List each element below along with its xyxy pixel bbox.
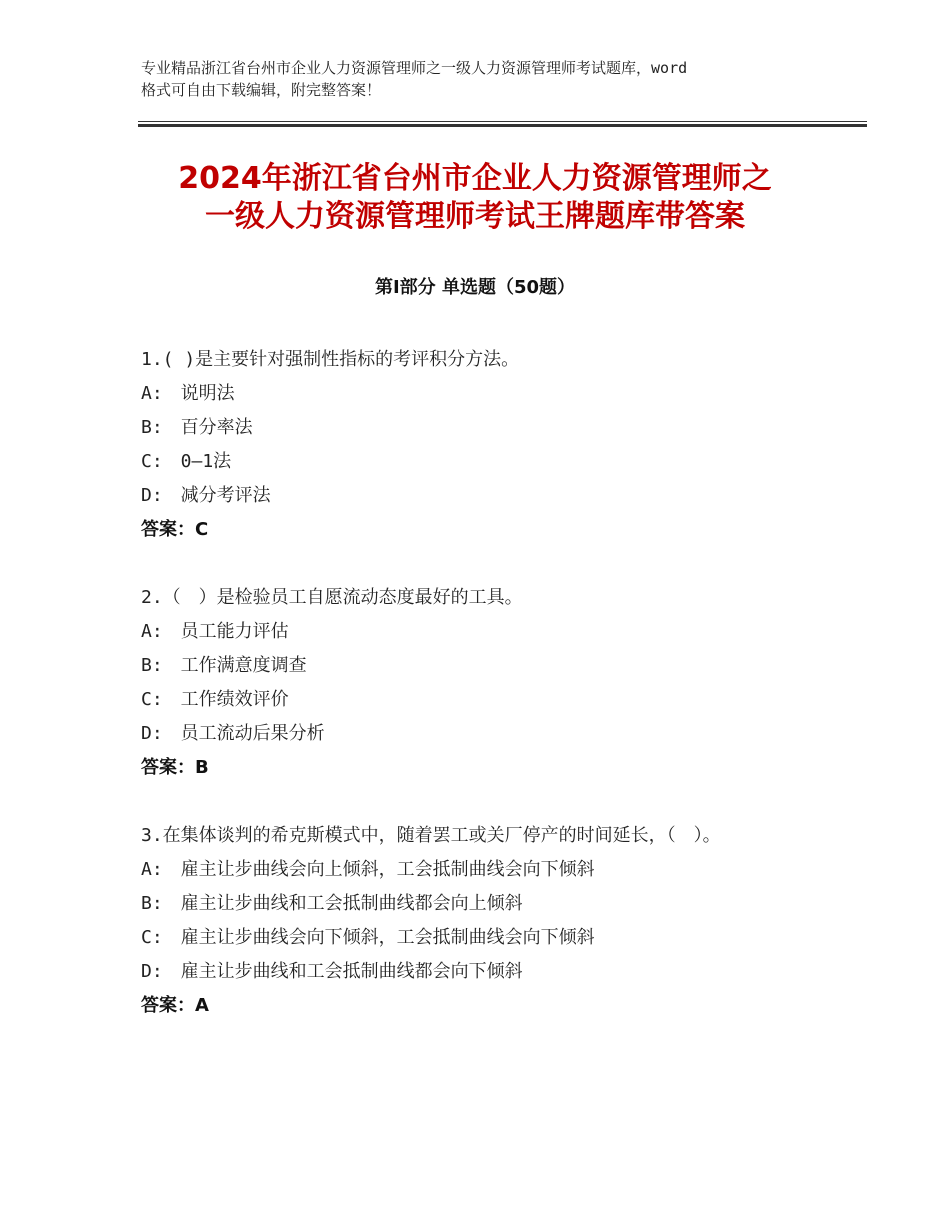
- option-b: B: 百分率法: [141, 417, 253, 438]
- document-title: [80, 160, 870, 236]
- header-note-line: 专业精品浙江省台州市企业人力资源管理师之一级人力资源管理师考试题库，word: [141, 59, 688, 77]
- option-b: B: 雇主让步曲线和工会抵制曲线都会向上倾斜: [141, 893, 523, 914]
- answer: 答案：C: [141, 519, 209, 540]
- question-stem: 3.在集体谈判的希克斯模式中，随着罢工或关厂停产的时间延长，（ ）。: [141, 825, 721, 846]
- answer: 答案：B: [141, 757, 209, 778]
- question-1: [141, 343, 861, 547]
- option-b: B: 工作满意度调查: [141, 655, 307, 676]
- title-line: 2024年浙江省台州市企业人力资源管理师之: [178, 161, 772, 196]
- header-rule-thick: [138, 124, 867, 127]
- option-a: A: 说明法: [141, 383, 235, 404]
- option-c: C: 工作绩效评价: [141, 689, 289, 710]
- header-rule-thin: [138, 121, 867, 122]
- question-stem: 2.（ ）是检验员工自愿流动态度最好的工具。: [141, 587, 523, 608]
- option-d: D: 雇主让步曲线和工会抵制曲线都会向下倾斜: [141, 961, 523, 982]
- question-2: [141, 581, 861, 785]
- header-note: [141, 57, 831, 101]
- option-d: D: 减分考评法: [141, 485, 271, 506]
- option-c: C: 雇主让步曲线会向下倾斜，工会抵制曲线会向下倾斜: [141, 927, 595, 948]
- title-line: 一级人力资源管理师考试王牌题库带答案: [205, 199, 745, 234]
- answer: 答案：A: [141, 995, 209, 1016]
- option-a: A: 员工能力评估: [141, 621, 289, 642]
- question-stem: 1.( )是主要针对强制性指标的考评积分方法。: [141, 349, 520, 370]
- header-note-line: 格式可自由下载编辑，附完整答案！: [141, 81, 382, 99]
- section-heading: 第Ⅰ部分 单选题（50题）: [374, 277, 575, 298]
- option-c: C: 0—1法: [141, 451, 232, 472]
- option-a: A: 雇主让步曲线会向上倾斜，工会抵制曲线会向下倾斜: [141, 859, 595, 880]
- question-3: [141, 819, 861, 1023]
- question-list: [141, 343, 861, 1057]
- option-d: D: 员工流动后果分析: [141, 723, 325, 744]
